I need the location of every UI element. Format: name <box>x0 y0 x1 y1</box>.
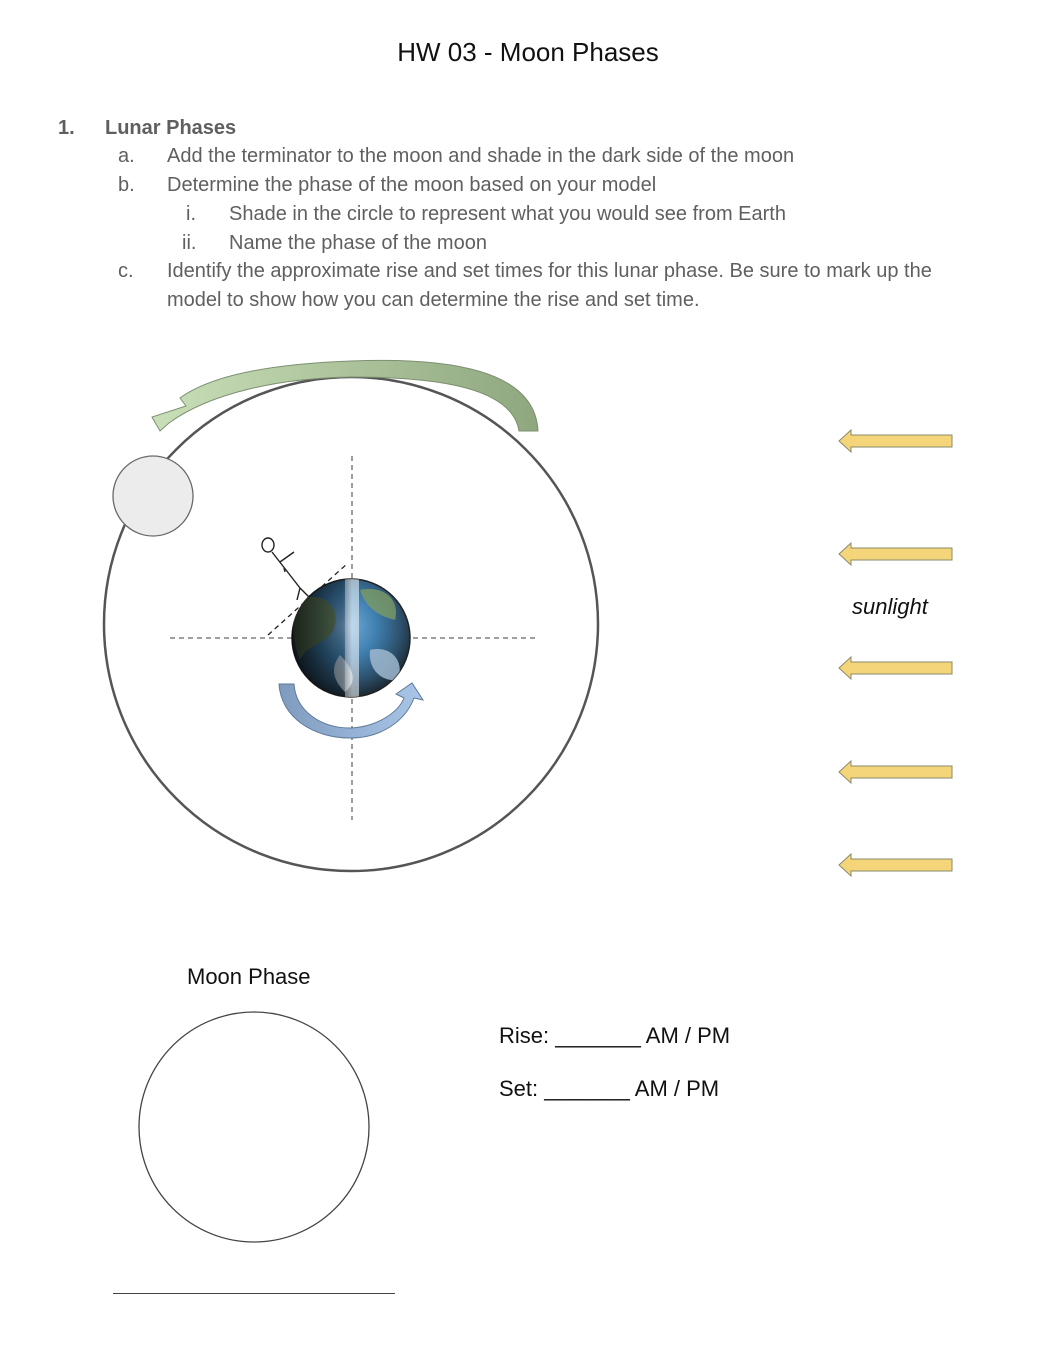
sunlight-arrow-2 <box>839 543 952 565</box>
phase-name-answer-line[interactable] <box>113 1293 395 1294</box>
sunlight-arrow-1 <box>839 430 952 452</box>
question-heading: Lunar Phases <box>105 117 237 139</box>
item-b-text: Determine the phase of the moon based on your model <box>167 174 657 196</box>
moon-orbit-diagram <box>0 340 1040 920</box>
sunlight-arrow-4 <box>839 761 952 783</box>
earth-globe <box>290 575 410 705</box>
sunlight-arrow-3 <box>839 657 952 679</box>
sunlight-arrow-5 <box>839 854 952 876</box>
moon-phase-drawing-circle[interactable] <box>135 1008 375 1248</box>
set-time-field[interactable]: Set: _______ AM / PM <box>499 1076 720 1101</box>
item-b-ii-text: Name the phase of the moon <box>229 232 487 254</box>
item-a-marker: a. <box>118 145 135 167</box>
moon <box>113 456 193 536</box>
item-c-marker: c. <box>118 260 134 282</box>
item-b-marker: b. <box>118 174 135 196</box>
item-c-text: Identify the approximate rise and set times for this lunar phase. Be sure to mark up the <box>167 260 932 282</box>
page-title: HW 03 - Moon Phases <box>397 37 659 67</box>
observer-stick-figure <box>262 538 309 600</box>
sunlight-label: sunlight <box>852 594 928 619</box>
item-b-ii-marker: ii. <box>182 232 197 254</box>
moon-phase-label: Moon Phase <box>187 964 311 989</box>
item-b-i-text: Shade in the circle to represent what you would see from Earth <box>229 203 786 225</box>
item-c-text-line2: model to show how you can determine the rise and set time. <box>167 289 700 311</box>
item-a-text: Add the terminator to the moon and shade in the dark side of the moon <box>167 145 795 167</box>
item-b-i-marker: i. <box>186 203 196 225</box>
question-number: 1. <box>58 117 75 139</box>
rise-time-field[interactable]: Rise: _______ AM / PM <box>499 1023 731 1048</box>
